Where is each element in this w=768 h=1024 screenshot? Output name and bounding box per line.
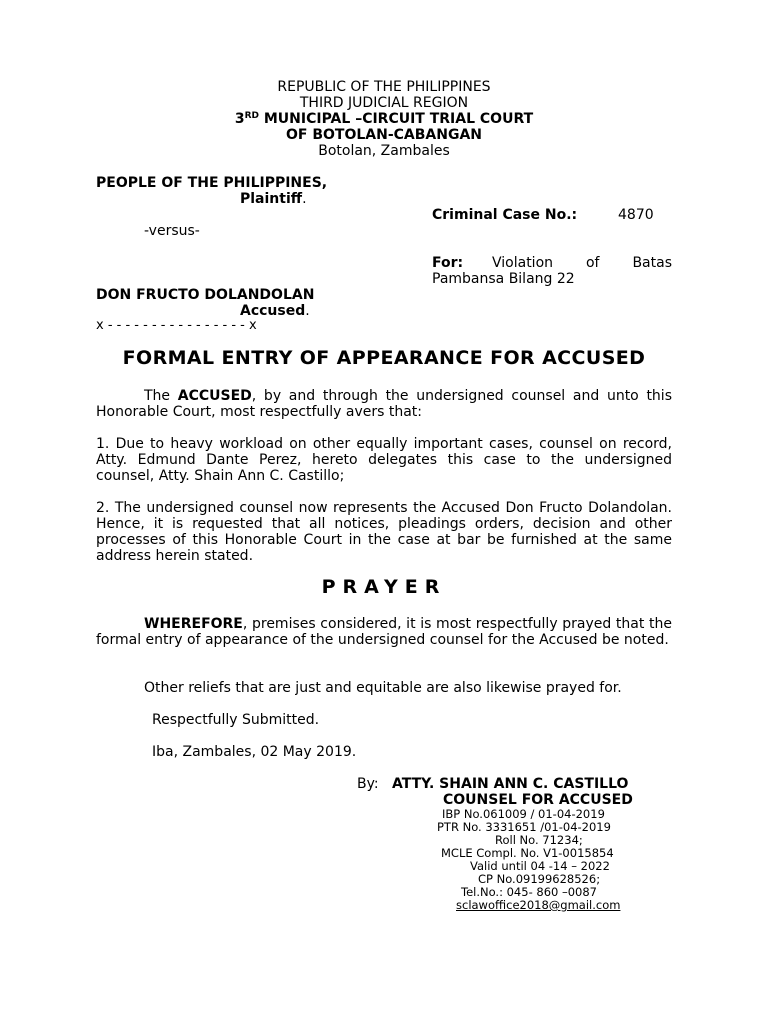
versus: -versus- — [144, 223, 200, 239]
signature-ibp: IBP No.061009 / 01-04-2019 — [442, 807, 605, 821]
respectfully-submitted: Respectfully Submitted. — [152, 712, 320, 728]
prayer-heading: PRAYER — [321, 576, 447, 598]
signature-valid-until: Valid until 04 -14 – 2022 — [470, 859, 610, 873]
header-court-location: OF BOTOLAN-CABANGAN — [285, 127, 483, 143]
signature-email[interactable]: sclawoffice2018@gmail.com — [456, 898, 621, 912]
caption-separator: x - - - - - - - - - - - - - - - - x — [96, 318, 257, 333]
signature-roll: Roll No. 71234; — [495, 833, 583, 847]
signature-mcle: MCLE Compl. No. V1-0015854 — [441, 846, 614, 860]
header-court — [0, 111, 768, 127]
place-and-date: Iba, Zambales, 02 May 2019. — [152, 744, 357, 760]
header-court-number: 3 — [234, 111, 245, 127]
other-reliefs: Other reliefs that are just and equitable are also likewise prayed for. — [144, 680, 622, 696]
prayer-wherefore: WHEREFORE — [144, 616, 243, 632]
document-title: FORMAL ENTRY OF APPEARANCE FOR ACCUSED — [122, 347, 646, 369]
plaintiff-label-line — [240, 191, 307, 207]
accused-label-line — [240, 303, 310, 319]
accused-dot: . — [305, 303, 310, 319]
accused-label: Accused — [240, 303, 306, 319]
header-court-ordinal: RD — [244, 111, 259, 121]
signature-name: ATTY. SHAIN ANN C. CASTILLO — [392, 776, 629, 792]
for-text-line1: Violation of Batas — [492, 255, 672, 271]
intro-paragraph — [96, 388, 672, 420]
header-town: Botolan, Zambales — [318, 143, 450, 159]
for-label: For: — [432, 255, 464, 271]
header-republic: REPUBLIC OF THE PHILIPPINES — [277, 79, 491, 95]
paragraph-1: 1. Due to heavy workload on other equally important cases, counsel on record, Atty. Edmund Dante Perez, hereto delegates this case to the undersigned counsel, Atty. Shain Ann C. Castillo; — [96, 436, 672, 484]
signature-ptr: PTR No. 3331651 /01-04-2019 — [437, 820, 611, 834]
paragraph-2: 2. The undersigned counsel now represents the Accused Don Fructo Dolandolan. Hence, it is requested that all notices, pleadings orders, decision and other processes of this Honorable Court in the case at bar be furnished at the same address herein stated. — [96, 500, 672, 564]
intro-post: , by and through the undersigned counsel and unto this Honorable Court, most respectfully avers that: — [96, 388, 672, 420]
intro-accused: ACCUSED — [177, 388, 252, 404]
plaintiff-dot: . — [302, 191, 307, 207]
signature-tel: Tel.No.: 045- 860 –0087 — [461, 885, 597, 899]
case-number-label: Criminal Case No.: — [432, 207, 578, 223]
for-text-line2: Pambansa Bilang 22 — [432, 271, 575, 287]
case-number-value: 4870 — [618, 207, 654, 223]
header-region: THIRD JUDICIAL REGION — [299, 95, 469, 111]
header-court-name: MUNICIPAL –CIRCUIT TRIAL COURT — [259, 111, 534, 127]
prayer-paragraph — [96, 616, 672, 648]
intro-pre: The — [144, 388, 178, 404]
accused-name: DON FRUCTO DOLANDOLAN — [96, 287, 315, 303]
prayer-text: , premises considered, it is most respectfully prayed that the formal entry of appearance of the undersigned counsel for the Accused be noted. — [96, 616, 672, 648]
plaintiff-name: PEOPLE OF THE PHILIPPINES, — [96, 175, 328, 191]
signature-role: COUNSEL FOR ACCUSED — [443, 792, 633, 808]
plaintiff-label: Plaintiff — [240, 191, 303, 207]
signature-cp: CP No.09199628526; — [478, 872, 601, 886]
signature-by: By: — [357, 776, 379, 792]
